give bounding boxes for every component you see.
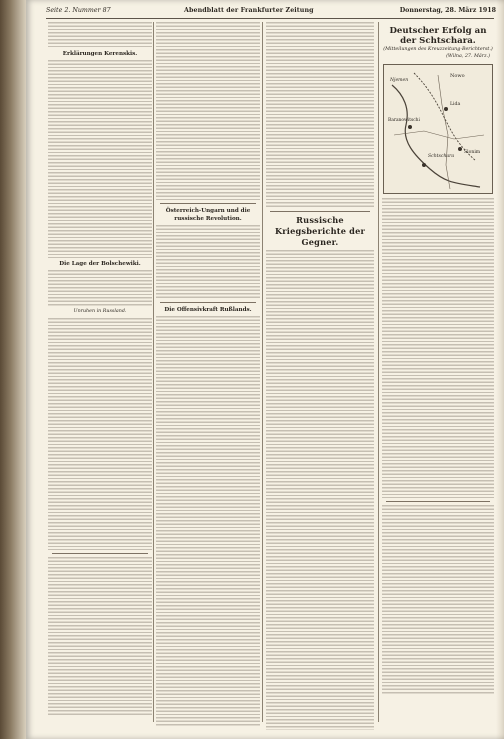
page-edge-shadow	[496, 0, 504, 739]
article-text	[382, 505, 494, 695]
town-marker	[422, 163, 426, 167]
article-text	[48, 557, 152, 715]
section-rule	[160, 302, 256, 303]
town-marker	[458, 147, 462, 151]
issue-date: Donnerstag, 28. März 1918	[399, 7, 496, 14]
headline-subtitle: (Mitteilungen des Kreuzzeitung-Berichterst.)	[383, 47, 493, 52]
town-marker	[444, 107, 448, 111]
article-text	[382, 198, 494, 498]
map-label: Baranowitschi	[388, 118, 420, 123]
column-divider	[378, 22, 379, 722]
article-text	[266, 22, 374, 208]
column-3	[266, 22, 374, 730]
column-4	[382, 22, 494, 695]
section-rule	[160, 203, 256, 204]
headline-bolschewiki: Die Lage der Bolschewiki.	[59, 261, 141, 267]
front-line	[414, 73, 476, 161]
headline-schtschara: Deutscher Erfolg an der Schtschara.	[389, 26, 487, 46]
article-text	[48, 60, 152, 258]
article-text	[48, 270, 152, 306]
section-rule	[52, 553, 148, 554]
road-line	[438, 75, 450, 189]
battle-map	[383, 64, 493, 194]
headline-offensive: Die Offensivkraft Rußlands.	[164, 307, 252, 313]
page-number: Seite 2. Nummer 87	[46, 7, 111, 14]
headline-kerenski: Erklärungen Kerenskis.	[62, 51, 138, 57]
map-label: Schtschara	[428, 154, 455, 159]
river-line	[392, 85, 480, 187]
map-label: Lida	[450, 102, 461, 107]
header-rule	[46, 18, 494, 19]
book-spine	[0, 0, 26, 739]
railway-line	[394, 131, 484, 139]
masthead: Abendblatt der Frankfurter Zeitung	[184, 7, 314, 14]
column-2	[156, 22, 260, 726]
headline-war-reports: Russische Kriegsberichte der Gegner.	[274, 215, 366, 247]
map-label: Nowo	[450, 73, 465, 79]
map-drawing	[384, 65, 492, 193]
article-text	[156, 22, 260, 200]
column-1	[48, 22, 152, 715]
column-divider	[262, 22, 263, 722]
article-text	[156, 225, 260, 299]
page-header	[34, 5, 496, 17]
map-label: Njemen	[390, 78, 409, 83]
dateline: (Wilna, 27. März.)	[446, 54, 490, 59]
article-text	[156, 316, 260, 726]
article-text	[48, 318, 152, 550]
article-text	[266, 250, 374, 730]
section-rule	[270, 211, 370, 212]
section-rule	[386, 501, 490, 502]
article-text	[48, 22, 152, 48]
headline-unrest: Unruhen in Russland.	[73, 309, 127, 314]
column-divider	[153, 22, 154, 722]
headline-austria: Österreich-Ungarn und die russische Revolution.	[165, 208, 251, 222]
town-marker	[408, 125, 412, 129]
map-label: Slonim	[464, 150, 481, 155]
